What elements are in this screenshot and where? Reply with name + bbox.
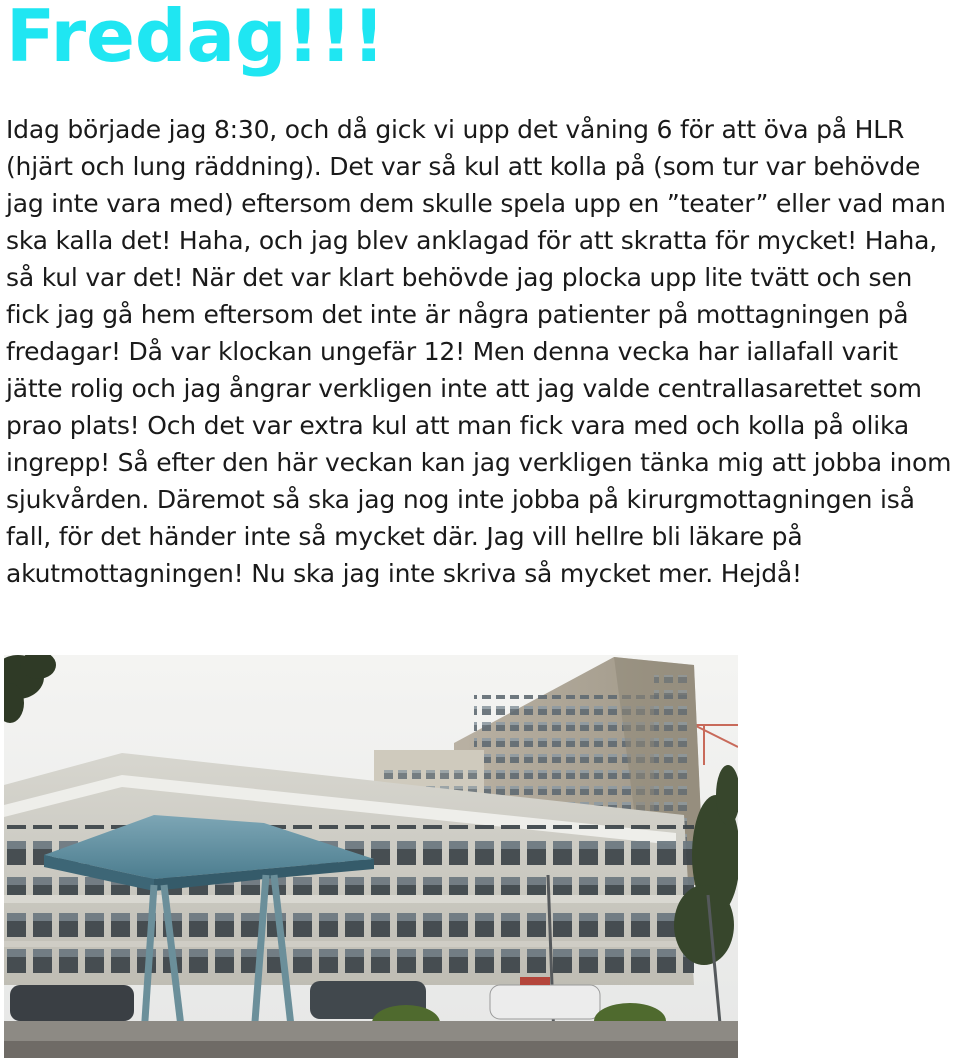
post-title: Fredag!!! <box>6 0 386 78</box>
hospital-photo <box>4 655 738 1058</box>
post-body: Idag började jag 8:30, och då gick vi upp det våning 6 för att öva på HLR (hjärt och lung räddning). Det var så kul att kolla på (som tur var behövde jag inte vara med) eftersom dem skulle spela upp en ”teater” eller vad man ska kalla det! Haha, och jag blev anklagad för att skratta för mycket! Haha, så kul var det! När det var klart behövde jag plocka upp lite tvätt och sen fick jag gå hem eftersom det inte är några patienter på mottagningen på fredagar! Då var klockan ungefär 12! Men denna vecka har iallafall varit jätte rolig och jag ångrar verkligen inte att jag valde centrallasarettet som prao plats! Och det var extra kul att man fick vara med och kolla på olika ingrepp! Så efter den här veckan kan jag verkligen tänka mig att jobba inom sjukvården. Däremot så ska jag nog inte jobba på kirurgmottagningen iså fall, för det händer inte så mycket där. Jag vill hellre bli läkare på akutmottagningen! Nu ska jag inte skriva så mycket mer. Hejdå! <box>6 115 952 588</box>
